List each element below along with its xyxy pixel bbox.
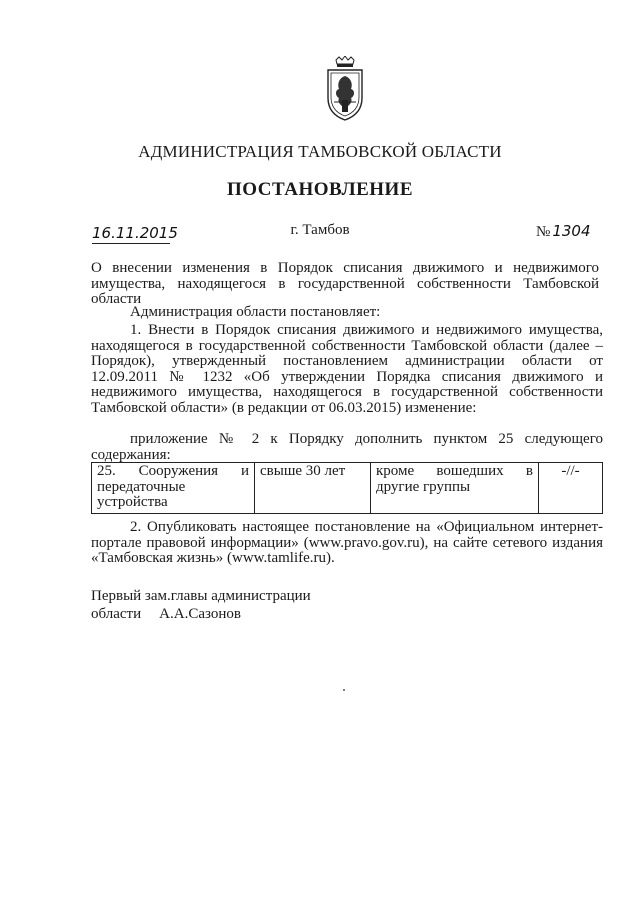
item-1: 1. Внести в Порядок списания движимого и недвижимого имущества, находящегося в государственной собственности Тамбовской области (далее – Порядок), утвержденный постановлением администрации области от 12.09.2011 № 1232 «Об утверждении Порядка списания движимого и недвижимого имущества, находящегося в государственной собственности Тамбовской области» (в редакции от 06.03.2015) изменение: [91, 322, 603, 416]
table-cell-group: 25. Сооружения и передаточные устройства [92, 463, 255, 514]
organization-name: АДМИНИСТРАЦИЯ ТАМБОВСКОЙ ОБЛАСТИ [138, 142, 502, 161]
document-type: ПОСТАНОВЛЕНИЕ [226, 179, 414, 200]
table-cell-ditto: -//- [539, 463, 603, 514]
appendix-instruction: приложение № 2 к Порядку дополнить пунктом 25 следующего содержания: [91, 431, 603, 463]
decree-intro: Администрация области постановляет: [130, 304, 381, 320]
signatory-name: А.А.Сазонов [159, 606, 241, 622]
number-prefix: № [536, 224, 551, 240]
signature-line [91, 606, 241, 623]
number-value: 1304 [552, 222, 591, 240]
table-cell-term: свыше 30 лет [255, 463, 371, 514]
document-number [536, 222, 591, 241]
signature-position: Первый зам.главы администрации [91, 588, 311, 604]
signature-position-region: области [91, 606, 142, 622]
table-cell-note: кроме вошедших в другие группы [371, 463, 539, 514]
appendix-table [91, 462, 603, 514]
item-2: 2. Опубликовать настоящее постановление на «Официальном интернет-портале правовой информации» (www.pravo.gov.ru), на сайте сетевого издания «Тамбовская жизнь» (www.tamlife.ru). [91, 519, 603, 566]
document-city: г. Тамбов [290, 222, 350, 238]
scan-speck [343, 689, 345, 691]
table-row [92, 463, 603, 514]
date-underline [92, 243, 170, 244]
coat-of-arms-icon [322, 56, 368, 122]
document-title: О внесении изменения в Порядок списания движимого и недвижимого имущества, находящегося в государственной собственности Тамбовской области [91, 260, 599, 307]
document-date: 16.11.2015 [92, 224, 178, 242]
